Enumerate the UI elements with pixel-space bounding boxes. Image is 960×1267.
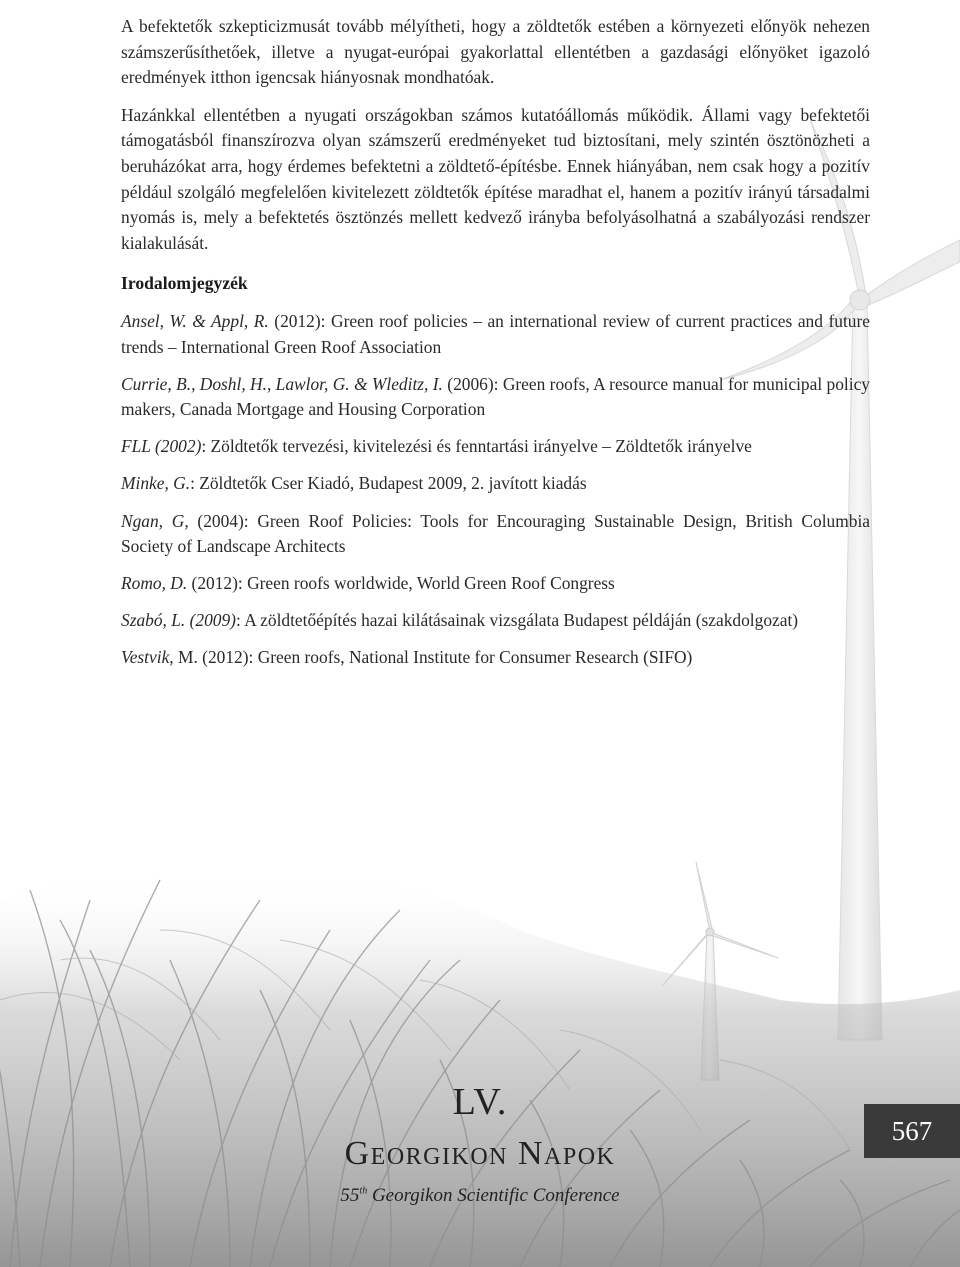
reference-item bbox=[121, 372, 870, 423]
conference-edition: LV. bbox=[452, 1081, 508, 1123]
reference-text: M. (2012): Green roofs, National Institute for Consumer Research (SIFO) bbox=[173, 647, 693, 668]
reference-author: Currie, B., Doshl, H., Lawlor, G. & Wleditz, I. bbox=[121, 373, 443, 394]
paragraph-2: Hazánkkal ellentétben a nyugati országokban számos kutatóállomás működik. Állami vagy befektetői támogatásból finanszírozva olyan számszerű eredményeket tud biztosítani, mely szintén ösztönözheti a beruházókat arra, hogy érdemes befektetni a zöldtető-építésbe. Ennek hiányában, nem csak hogy a pozitív például szolgáló megfelelően kivitelezett zöldtetők építése maradhat el, hanem a pozitív irányú társadalmi nyomás is, mely a befektetés ösztönzés mellett kedvező irányba befolyásolhatná a szabályozási rendszer kialakulását. bbox=[121, 104, 870, 253]
conference-title: Georgikon Napok bbox=[344, 1135, 616, 1172]
reference-author: Ansel, W. & Appl, R. bbox=[121, 310, 269, 331]
reference-item bbox=[121, 471, 870, 497]
page-number-badge bbox=[864, 1104, 960, 1158]
reference-text: (2012): Green roof policies – an international review of current practices and future trends – International Green Roof Association bbox=[121, 310, 870, 357]
reference-text: : Zöldtetők Cser Kiadó, Budapest 2009, 2. javított kiadás bbox=[190, 473, 587, 494]
reference-text: (2012): Green roofs worldwide, World Green Roof Congress bbox=[187, 573, 615, 594]
paragraph-1: A befektetők szkepticizmusát tovább mélyítheti, hogy a zöldtetők estében a környezeti előnyök nehezen számszerűsíthetőek, illetve a nyugat-európai gyakorlattal ellentétben a gazdasági előnyöket igazoló eredmények itthon igencsak hiányosnak mondhatóak. bbox=[121, 16, 870, 88]
reference-author: Romo, D. bbox=[121, 573, 188, 594]
conference-subtitle bbox=[0, 1185, 960, 1207]
references-heading: Irodalomjegyzék bbox=[121, 273, 248, 294]
reference-text: (2004): Green Roof Policies: Tools for Encouraging Sustainable Design, British Columbia Society of Landscape Architects bbox=[121, 510, 870, 557]
reference-text: (2006): Green roofs, A resource manual for municipal policy makers, Canada Mortgage and Housing Corporation bbox=[121, 373, 870, 420]
reference-item bbox=[121, 608, 870, 634]
main-content bbox=[121, 14, 870, 682]
reference-text: : Zöldtetők tervezési, kivitelezési és fenntartási irányelve – Zöldtetők irányelve bbox=[201, 436, 752, 457]
subtitle-number: 55 bbox=[340, 1185, 360, 1206]
reference-author: Szabó, L. (2009) bbox=[121, 610, 236, 631]
reference-item bbox=[121, 509, 870, 560]
reference-item bbox=[121, 645, 870, 671]
reference-item bbox=[121, 309, 870, 360]
reference-item bbox=[121, 571, 870, 597]
reference-text: : A zöldtetőépítés hazai kilátásainak vizsgálata Budapest példáján (szakdolgozat) bbox=[235, 610, 799, 631]
reference-author: Ngan, G, bbox=[121, 510, 189, 531]
reference-list bbox=[121, 309, 870, 671]
reference-item bbox=[121, 434, 870, 460]
reference-author: Minke, G. bbox=[121, 473, 191, 494]
subtitle-ordinal: th bbox=[359, 1185, 368, 1197]
page-number: 567 bbox=[891, 1115, 933, 1146]
reference-author: FLL (2002) bbox=[121, 436, 202, 457]
reference-author: Vestvik, bbox=[121, 647, 174, 668]
subtitle-text: Georgikon Scientific Conference bbox=[367, 1185, 620, 1206]
grass-field bbox=[0, 872, 960, 1267]
